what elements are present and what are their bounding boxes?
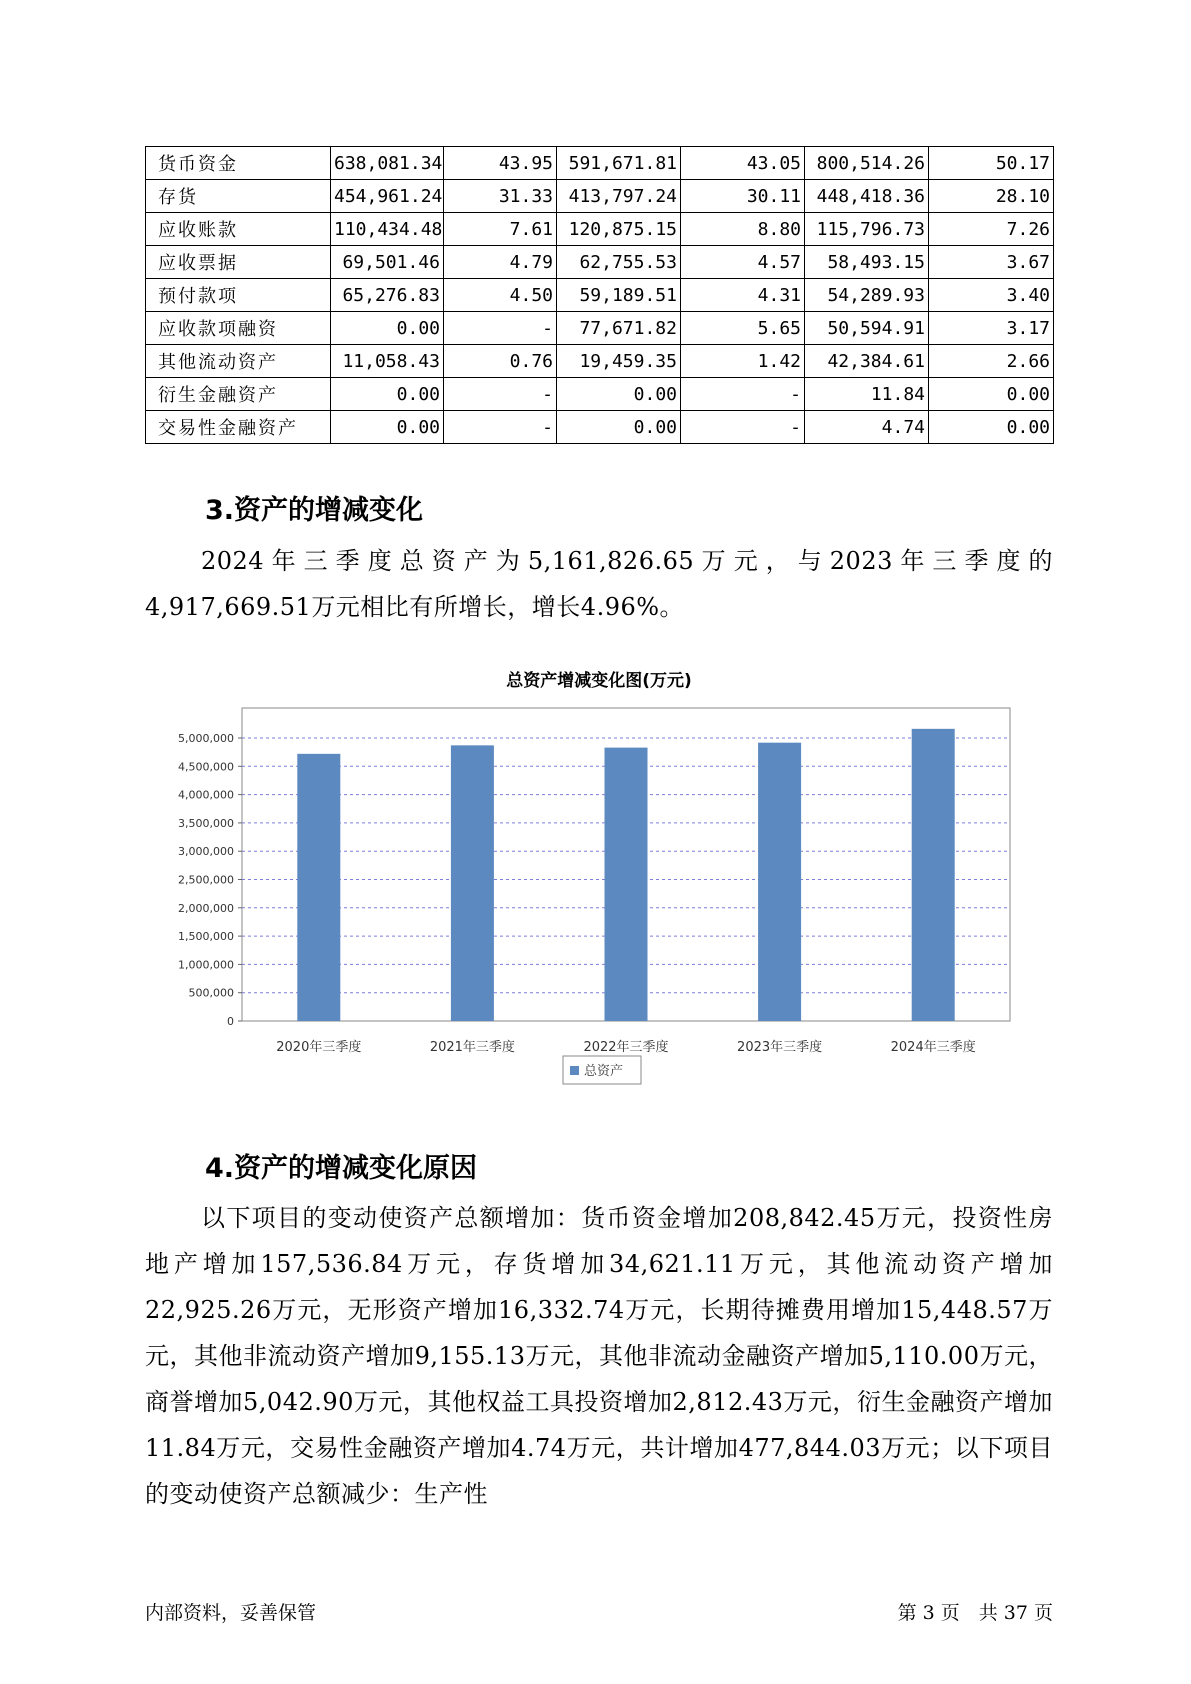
x-tick-label: 2023年三季度 [737,1040,823,1055]
value-cell: 43.05 [681,147,805,180]
x-tick-label: 2022年三季度 [583,1040,669,1055]
value-cell: - [444,411,557,444]
value-cell: 4.50 [444,279,557,312]
chart-title: 总资产增减变化图(万元) [506,671,692,691]
value-cell: 115,796.73 [805,213,929,246]
table-row [146,147,1054,180]
value-cell: 58,493.15 [805,246,929,279]
value-cell: - [444,312,557,345]
value-cell: 448,418.36 [805,180,929,213]
section-4-heading: 4.资产的增减变化原因 [205,1153,478,1184]
y-tick-label: 1,500,000 [178,930,234,944]
value-cell: 7.26 [929,213,1054,246]
bar [758,743,801,1021]
y-tick-label: 3,500,000 [178,816,234,830]
y-tick-label: 500,000 [188,986,234,1000]
y-tick-label: 3,000,000 [178,845,234,859]
section-3-paragraph: 2024年三季度总资产为5,161,826.65万元，与2023年三季度的4,917,669.51万元相比有所增长，增长4.96%。 [145,547,1053,621]
value-cell: 11.84 [805,378,929,411]
value-cell: 7.61 [444,213,557,246]
table-row [146,279,1054,312]
value-cell: 77,671.82 [557,312,681,345]
table-row [146,345,1054,378]
row-label-cell: 存货 [146,180,331,213]
value-cell: 4.31 [681,279,805,312]
value-cell: 2.66 [929,345,1054,378]
table-row [146,312,1054,345]
y-tick-label: 2,500,000 [178,873,234,887]
value-cell: 1.42 [681,345,805,378]
value-cell: 413,797.24 [557,180,681,213]
value-cell: 110,434.48 [331,213,444,246]
value-cell: 0.00 [331,312,444,345]
value-cell: 3.67 [929,246,1054,279]
value-cell: 4.74 [805,411,929,444]
value-cell: 8.80 [681,213,805,246]
asset-table-body [146,147,1054,444]
value-cell: 11,058.43 [331,345,444,378]
row-label-cell: 应收账款 [146,213,331,246]
value-cell: 28.10 [929,180,1054,213]
y-tick-label: 4,500,000 [178,760,234,774]
value-cell: 3.17 [929,312,1054,345]
table-row [146,378,1054,411]
value-cell: 0.00 [929,411,1054,444]
value-cell: 638,081.34 [331,147,444,180]
y-tick-label: 1,000,000 [178,958,234,972]
value-cell: 65,276.83 [331,279,444,312]
value-cell: - [681,411,805,444]
footer-confidential-note: 内部资料，妥善保管 [145,1602,317,1624]
row-label-cell: 应收款项融资 [146,312,331,345]
y-tick-label: 5,000,000 [178,732,234,745]
bar [297,754,340,1021]
value-cell: 31.33 [444,180,557,213]
row-label-cell: 衍生金融资产 [146,378,331,411]
value-cell: 30.11 [681,180,805,213]
value-cell: 0.00 [331,411,444,444]
y-tick-label: 4,000,000 [178,788,234,802]
table-row [146,213,1054,246]
row-label-cell: 交易性金融资产 [146,411,331,444]
value-cell: 3.40 [929,279,1054,312]
row-label-cell: 货币资金 [146,147,331,180]
value-cell: 0.00 [331,378,444,411]
value-cell: 42,384.61 [805,345,929,378]
table-row [146,411,1054,444]
value-cell: 19,459.35 [557,345,681,378]
value-cell: 0.00 [557,378,681,411]
y-tick-label: 0 [227,1015,234,1028]
bar [605,748,648,1021]
value-cell: 0.00 [557,411,681,444]
x-tick-label: 2024年三季度 [890,1040,976,1055]
value-cell: 0.76 [444,345,557,378]
x-tick-label: 2020年三季度 [276,1040,362,1055]
value-cell: 800,514.26 [805,147,929,180]
value-cell: 4.57 [681,246,805,279]
value-cell: - [681,378,805,411]
row-label-cell: 预付款项 [146,279,331,312]
value-cell: 120,875.15 [557,213,681,246]
value-cell: - [444,378,557,411]
table-row [146,180,1054,213]
legend-label: 总资产 [584,1064,624,1079]
value-cell: 54,289.93 [805,279,929,312]
value-cell: 69,501.46 [331,246,444,279]
table-row [146,246,1054,279]
value-cell: 62,755.53 [557,246,681,279]
section-3-heading: 3.资产的增减变化 [205,495,424,526]
value-cell: 454,961.24 [331,180,444,213]
bar [912,729,955,1021]
footer-page-number: 第 3 页 共 37 页 [897,1602,1053,1624]
value-cell: 4.79 [444,246,557,279]
x-tick-label: 2021年三季度 [429,1040,515,1055]
value-cell: 0.00 [929,378,1054,411]
value-cell: 59,189.51 [557,279,681,312]
value-cell: 43.95 [444,147,557,180]
row-label-cell: 其他流动资产 [146,345,331,378]
total-assets-chart [145,690,1053,1110]
value-cell: 5.65 [681,312,805,345]
y-tick-label: 2,000,000 [178,901,234,915]
section-4-paragraph: 以下项目的变动使资产总额增加：货币资金增加208,842.45万元，投资性房地产增加157,536.84万元，存货增加34,621.11万元，其他流动资产增加22,925.26万元，无形资产增加16,332.74万元，长期待摊费用增加15,448.57万元，其他非流动资产增加9,155.13万元，其他非流动金融资产增加5,110.00万元，商誉增加5,042.90万元，其他权益工具投资增加2,812.43万元，衍生金融资产增加11.84万元，交易性金融资产增加4.74万元，共计增加477,844.03万元；以下项目的变动使资产总额减少：生产性 [145,1204,1053,1508]
asset-table [145,146,1054,444]
legend-swatch [570,1066,579,1075]
value-cell: 50.17 [929,147,1054,180]
value-cell: 50,594.91 [805,312,929,345]
bar [451,745,494,1021]
value-cell: 591,671.81 [557,147,681,180]
row-label-cell: 应收票据 [146,246,331,279]
